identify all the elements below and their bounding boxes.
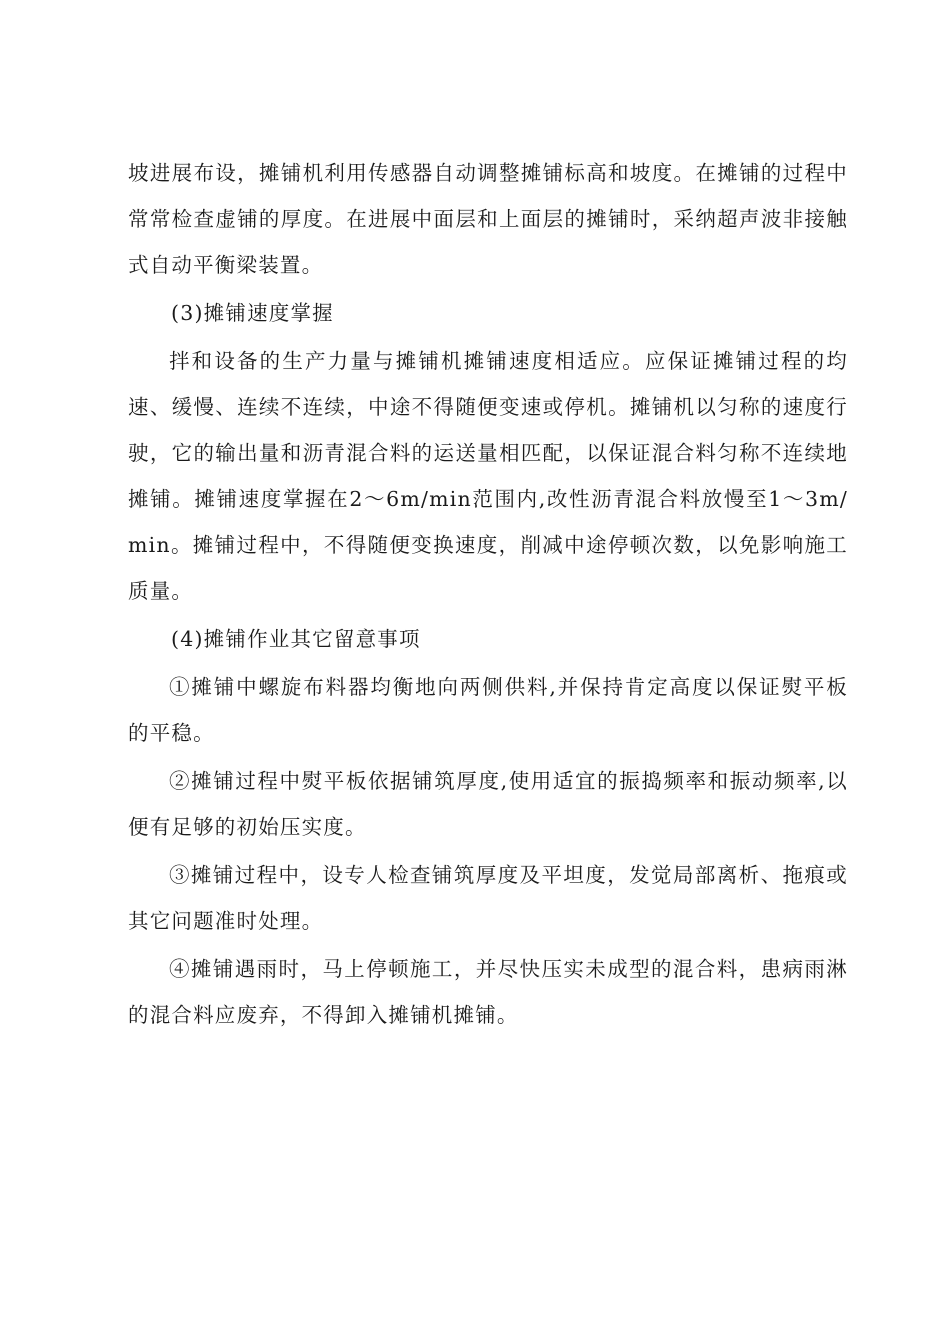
paragraph-note-3: ③摊铺过程中，设专人检查铺筑厚度及平坦度，发觉局部离析、拖痕或其它问题准时处理。	[128, 863, 848, 933]
document-body	[128, 150, 848, 1040]
section-heading-other-notes: (4)摊铺作业其它留意事项	[171, 627, 421, 651]
paragraph-continuation: 坡进展布设，摊铺机利用传感器自动调整摊铺标高和坡度。在摊铺的过程中常常检查虚铺的厚度。在进展中面层和上面层的摊铺时，采纳超声波非接触式自动平衡梁装置。	[128, 161, 848, 277]
paragraph-paving-speed: 拌和设备的生产力量与摊铺机摊铺速度相适应。应保证摊铺过程的均速、缓慢、连续不连续，中途不得随便变速或停机。摊铺机以匀称的速度行驶，它的输出量和沥青混合料的运送量相匹配，以保证混合料匀称不连续地摊铺。摊铺速度掌握在2～6m/min范围内,改性沥青混合料放慢至1～3m/min。摊铺过程中，不得随便变换速度，削减中途停顿次数，以免影响施工质量。	[128, 349, 848, 603]
section-heading-paving-speed: (3)摊铺速度掌握	[171, 301, 334, 325]
paragraph-note-4: ④摊铺遇雨时，马上停顿施工，并尽快压实未成型的混合料，患病雨淋的混合料应废弃，不得卸入摊铺机摊铺。	[128, 957, 848, 1027]
paragraph-note-2: ②摊铺过程中熨平板依据铺筑厚度,使用适宜的振捣频率和振动频率,以便有足够的初始压实度。	[128, 769, 848, 839]
paragraph-note-1: ①摊铺中螺旋布料器均衡地向两侧供料,并保持肯定高度以保证熨平板的平稳。	[128, 675, 848, 745]
